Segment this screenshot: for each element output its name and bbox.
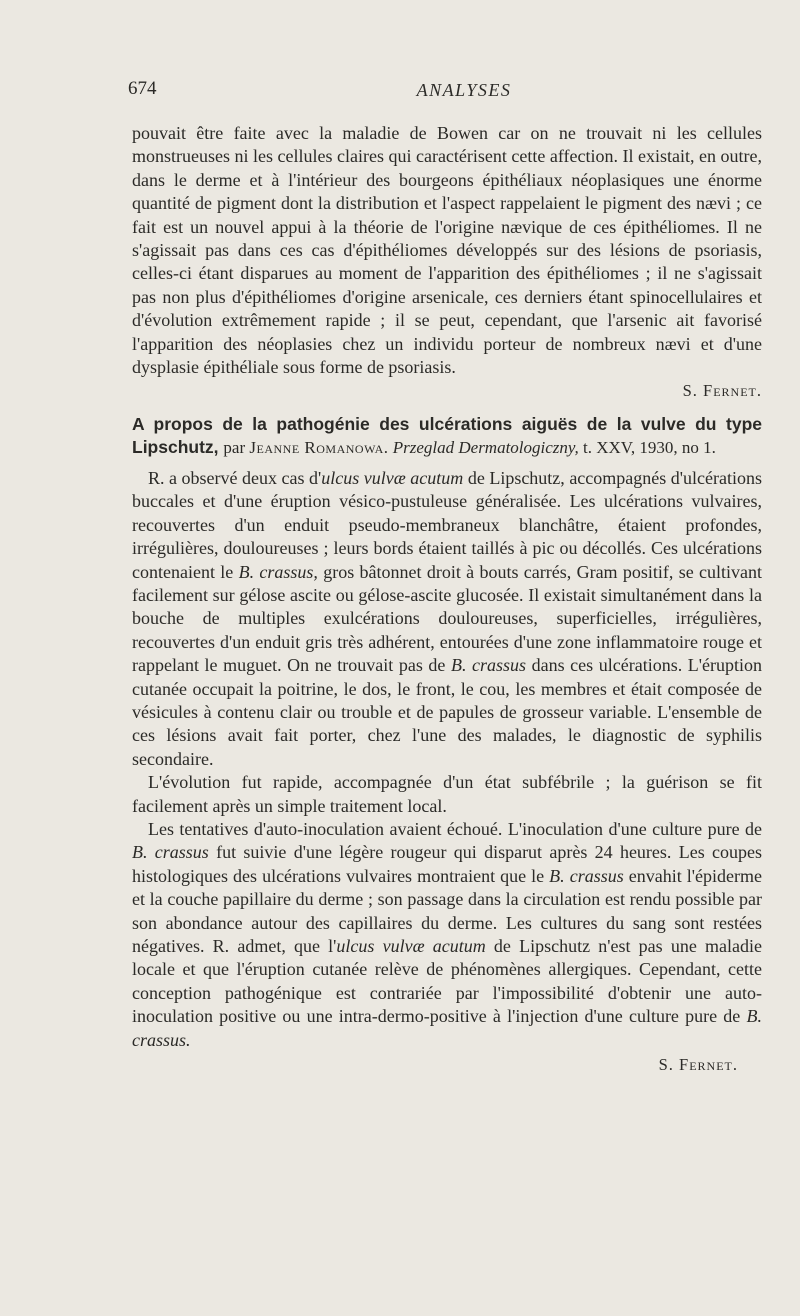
article-citation: par Jeanne Romanowa. Przeglad Dermatologiczny, t. XXV, 1930, no 1. [223,437,716,457]
article-signature: S. Fernet. [658,1055,738,1075]
article-heading [132,413,762,459]
page-body [132,122,762,1076]
first-item-signature: S. Fernet. [682,381,762,401]
article-author: Jeanne Romanowa. [249,437,389,457]
article-paragraph-1: R. a observé deux cas d'ulcus vulvæ acutum de Lipschutz, accompagnés d'ulcérations buccales et d'une éruption vésico-pustuleuse généralisée. Les ulcérations vulvaires, recouvertes d'un enduit pseudo-membraneux blanchâtre, étaient profondes, irrégulières, douloureuses ; leurs bords étaient taillés à pic ou décollés. Ces ulcérations contenaient le B. crassus, gros bâtonnet droit à bouts carrés, Gram positif, se cultivant facilement sur gélose ascite ou gélose-ascite glucosée. Il existait simultanément dans la bouche de multiples exulcérations douloureuses, superficielles, irrégulières, recouvertes d'un enduit gris très adhérent, entourées d'une zone inflammatoire rouge et rappelant le muguet. On ne trouvait pas de B. crassus dans ces ulcérations. L'éruption cutanée occupait la poitrine, le dos, le front, le cou, les membres et était composée de vésicules à contenu clair ou trouble et de papules de grosseur variable. L'ensemble de ces lésions avait fait porter, chez l'une des malades, le diagnostic de syphilis secondaire. [132,467,762,769]
continued-paragraph: pouvait être faite avec la maladie de Bowen car on ne trouvait ni les cellules monstrueuses ni les cellules claires qui caractérisent cette affection. Il existait, en outre, dans le derme et à l'intérieur des bourgeons épithéliaux néoplasiques une énorme quantité de pigment dont la distribution et l'aspect rappelaient le pigment des nævi ; ce fait est un nouvel appui à la théorie de l'origine nævique de ces épithéliomes. Il ne s'agissait pas dans ces cas d'épithéliomes développés sur des lésions de psoriasis, celles-ci étant disparues au moment de l'apparition des épithéliomes ; il ne s'agissait pas non plus d'épithéliomes d'origine arsenicale, ces derniers étant spinocellulaires et d'évolution extrêmement rapide ; il se peut, cependant, que l'arsenic ait favorisé l'apparition des néoplasies chez un individu porteur de nombreux nævi et d'une dysplasie épithéliale sous forme de psoriasis. [132,123,762,378]
article-body [132,467,762,1077]
article-paragraph-3: Les tentatives d'auto-inoculation avaient échoué. L'inoculation d'une culture pure de B. crassus fut suivie d'une légère rougeur qui disparut après 24 heures. Les coupes histologiques des ulcérations vulvaires montraient que le B. crassus envahit l'épiderme et la couche papillaire du derme ; son passage dans la circulation est rendu possible par son abondance autour des capillaires du derme. Les cultures du sang sont restées négatives. R. admet, que l'ulcus vulvæ acutum de Lipschutz n'est pas une maladie locale et que l'éruption cutanée relève de phénomènes allergiques. Cependant, cette conception pathogénique est contrariée par l'impossibilité d'obtenir une auto-inoculation positive ou une intra-dermo-positive à l'injection d'une culture pure de B. crassus. [132,818,762,1050]
article-journal: Przeglad Dermatologiczny, [392,437,579,457]
running-title: ANALYSES [416,80,512,100]
article-volume: t. XXV, 1930, no 1. [583,437,716,457]
first-item-text [132,122,762,379]
article-paragraph-2: L'évolution fut rapide, accompagnée d'un état subfébrile ; la guérison se fit facilement après un simple traitement local. [132,772,762,816]
article-title: A propos de la pathogénie des ulcérations aiguës de la vulve du type Lipschutz, [132,413,762,457]
page-number: 674 [128,78,157,99]
page-header [128,78,760,108]
